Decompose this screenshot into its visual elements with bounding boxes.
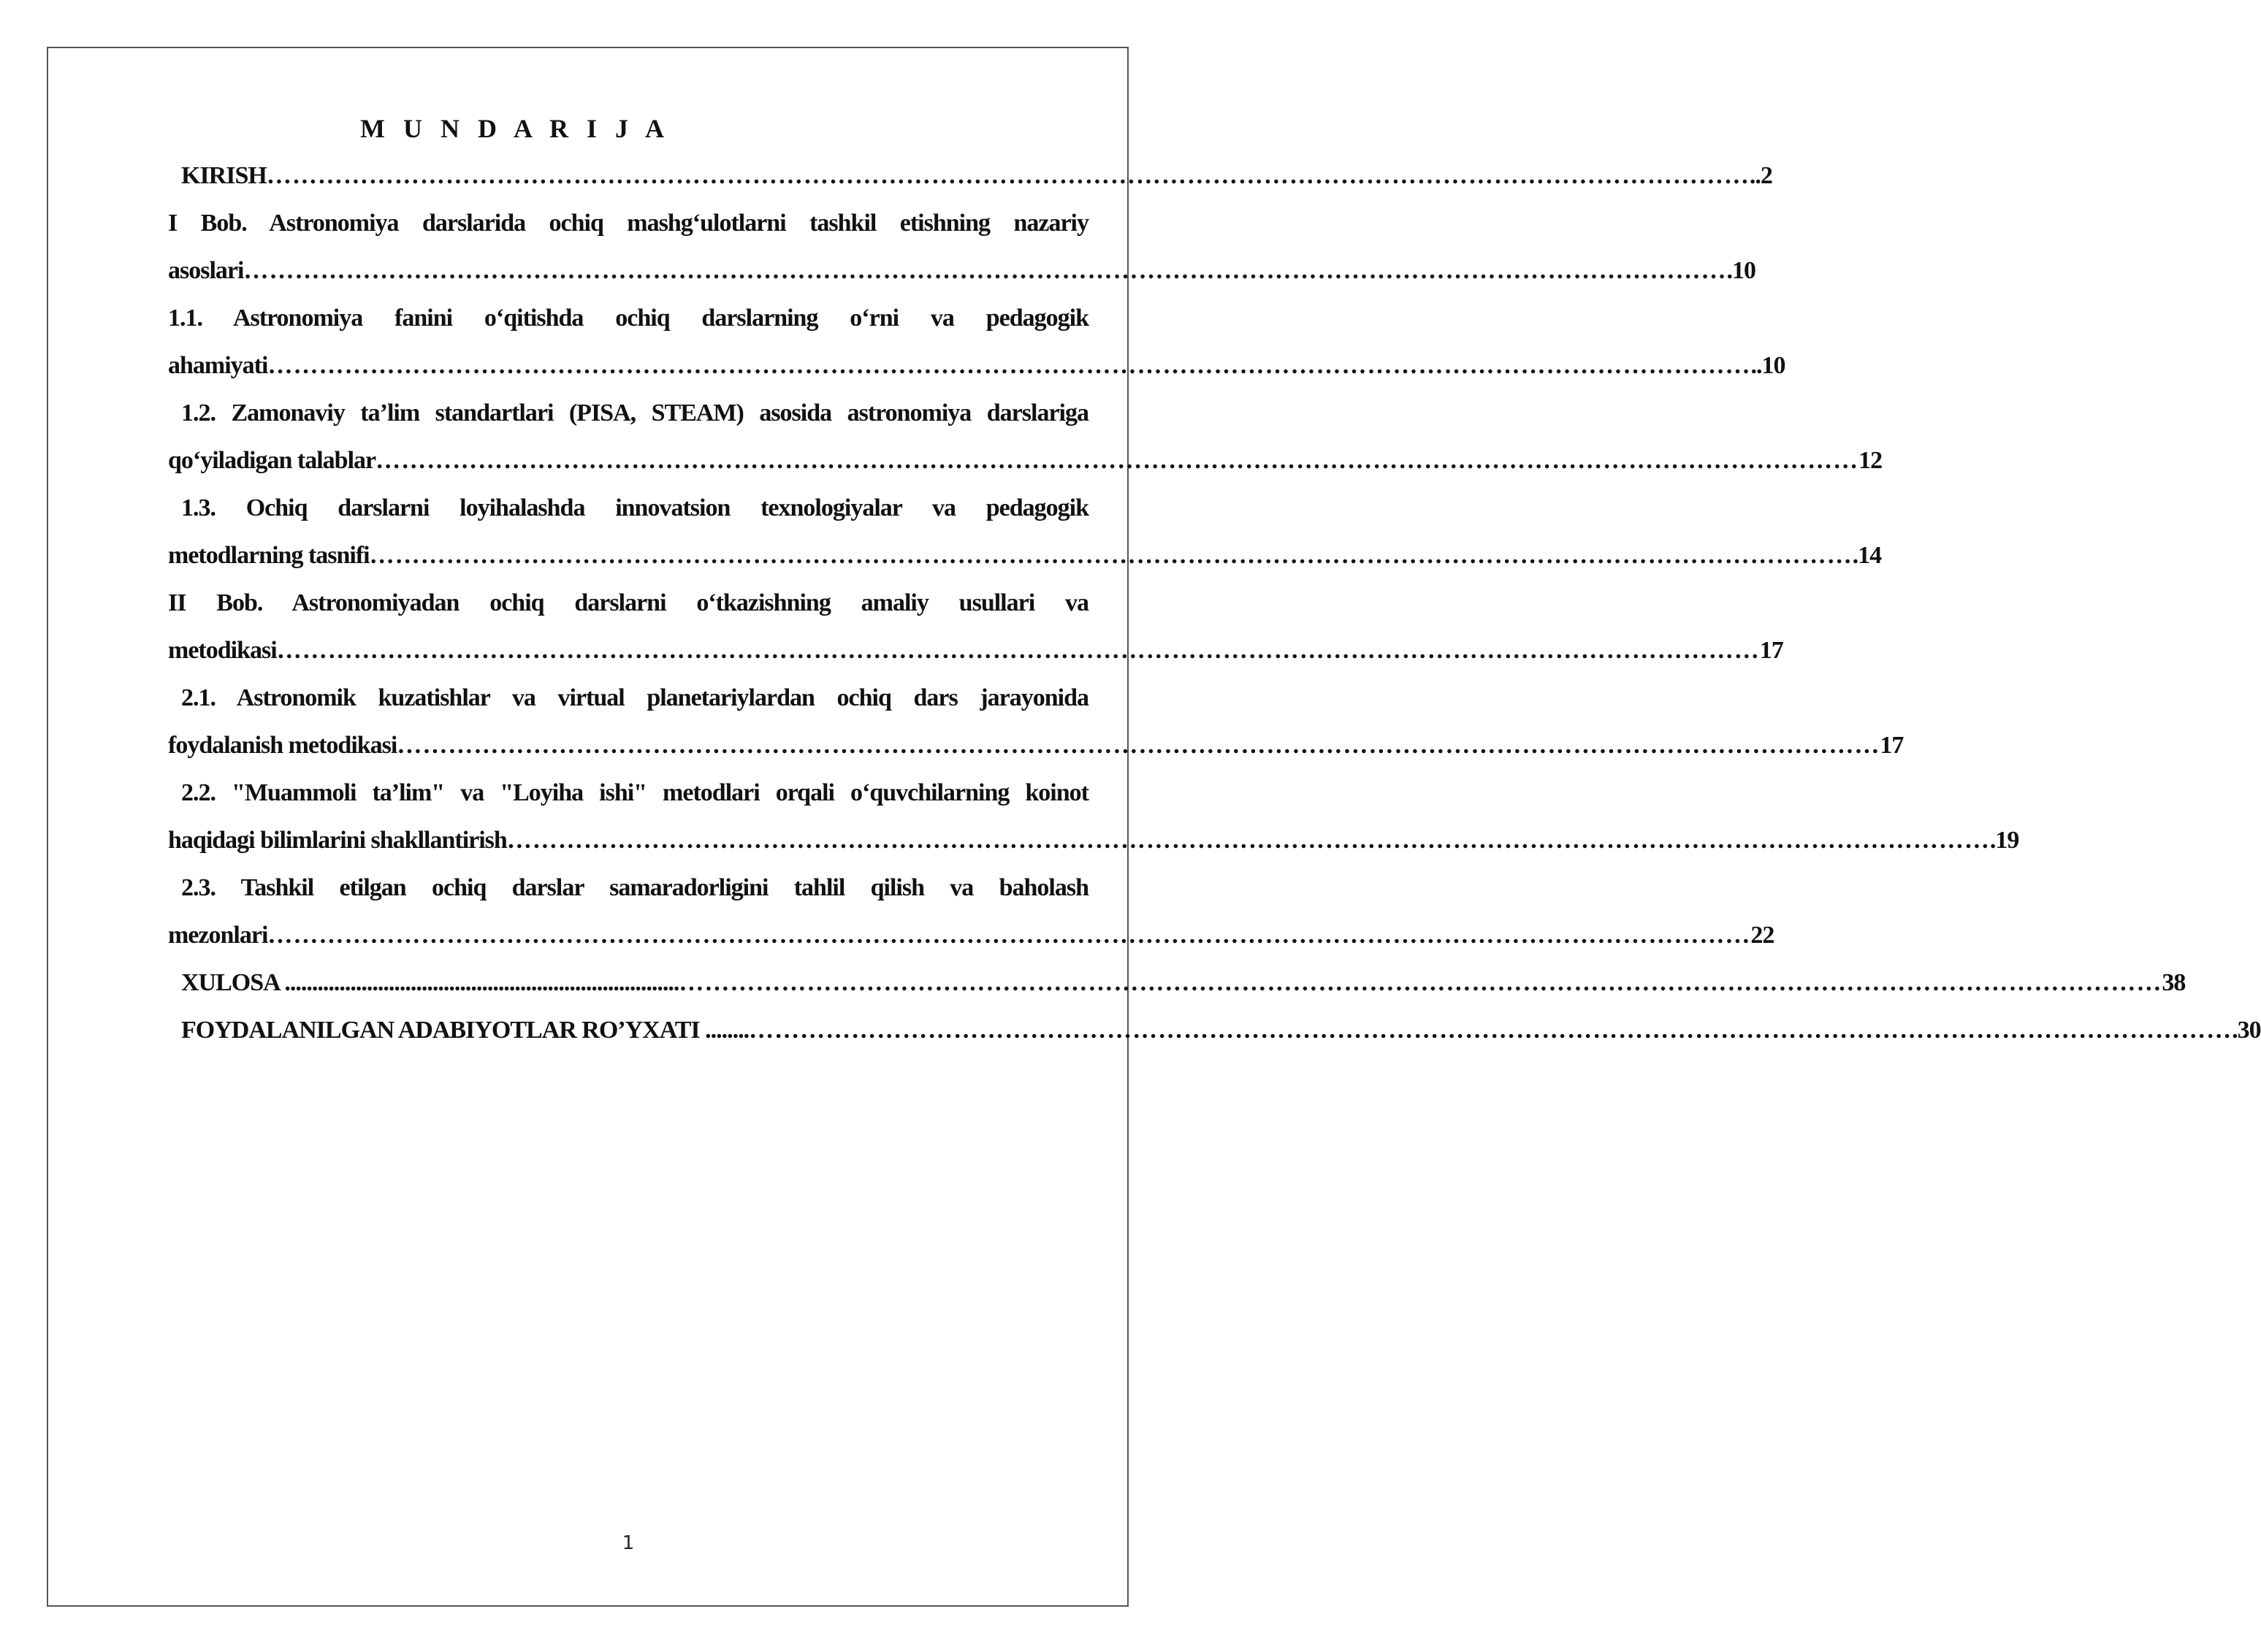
toc-entry-1-1[interactable] — [168, 342, 1785, 389]
toc-entry-2-1[interactable] — [168, 722, 1904, 769]
toc-entry-chapter-1[interactable] — [168, 247, 1755, 294]
toc-page-number: .19 — [1989, 827, 2019, 854]
toc-entry-text: foydalanish metodikasi — [168, 732, 397, 759]
toc-leader-dots: ………………………………………………………………………………………………………………………………………………………… — [267, 922, 1751, 949]
toc-page-number: 12 — [1858, 447, 1883, 474]
table-of-contents — [168, 110, 2261, 1054]
toc-page-number: ..10 — [1750, 352, 1785, 379]
toc-entry-1-3-line[interactable]: 1.3. Ochiq darslarni loyihalashda innovatsion texnologiyalar va pedagogik — [181, 494, 1088, 521]
toc-leader-dots: ………………………………………………………………………………………………………………………………………………………… — [506, 827, 1990, 854]
toc-entry-text: metodlarning tasnifi — [168, 542, 370, 569]
toc-leader-dots: ………………………………………………………………………………………………………………………………………………………… — [749, 1017, 2233, 1044]
toc-entry-text: qo‘yiladigan talablar — [168, 447, 376, 474]
toc-entry-xulosa[interactable] — [168, 959, 2186, 1006]
toc-leader-dots: ………………………………………………………………………………………………………………………………………………………… — [276, 637, 1760, 664]
toc-leader-dots: ………………………………………………………………………………………………………………………………………………………… — [375, 447, 1859, 474]
toc-entry-chapter-2-line[interactable]: II Bob. Astronomiyadan ochiq darslarni o‘tkazishning amaliy usullari va — [168, 589, 1088, 616]
toc-leader-dots: ………………………………………………………………………………………………………………………………………………………… — [243, 257, 1727, 284]
toc-entry-text: KIRISH — [181, 162, 267, 189]
toc-page-number: .10 — [1726, 257, 1755, 284]
toc-leader-dots: ………………………………………………………………………………………………………………………………………………………… — [369, 542, 1853, 569]
toc-page-number: 17 — [1880, 732, 1904, 759]
toc-page-number: 38 — [2162, 969, 2186, 996]
page-number: 1 — [622, 1532, 635, 1554]
toc-entry-text: XULOSA ........................................................................ — [181, 969, 679, 996]
toc-entry-2-3-line[interactable]: 2.3. Tashkil etilgan ochiq darslar samaradorligini tahlil qilish va baholash — [181, 874, 1088, 901]
toc-entry-text: FOYDALANILGAN ADABIYOTLAR RO’YXATI ........ — [181, 1017, 750, 1044]
toc-page-number: .14 — [1852, 542, 1882, 569]
toc-entry-kirish[interactable] — [168, 152, 1772, 199]
toc-leader-dots: ………………………………………………………………………………………………………………………………………………………… — [679, 969, 2162, 996]
toc-entry-text: ahamiyati — [168, 352, 268, 379]
toc-entry-1-3[interactable] — [168, 532, 1882, 579]
toc-entry-text: haqidagi bilimlarini shakllantirish — [168, 827, 507, 854]
toc-entry-text: asoslari — [168, 257, 244, 284]
toc-entry-chapter-1-line[interactable]: I Bob. Astronomiya darslarida ochiq mashg‘ulotlarni tashkil etishning nazariy — [168, 210, 1088, 237]
toc-entry-2-1-line[interactable]: 2.1. Astronomik kuzatishlar va virtual planetariylardan ochiq dars jarayonida — [181, 684, 1088, 711]
toc-leader-dots: ………………………………………………………………………………………………………………………………………………………… — [267, 352, 1751, 379]
toc-entry-2-2[interactable] — [168, 817, 2019, 864]
toc-leader-dots: ………………………………………………………………………………………………………………………………………………………… — [397, 732, 1880, 759]
toc-page-number: 22 — [1750, 922, 1774, 949]
toc-entry-text: mezonlari — [168, 922, 268, 949]
toc-leader-dots: ………………………………………………………………………………………………………………………………………………………… — [266, 162, 1750, 189]
toc-entry-2-3[interactable] — [168, 911, 1774, 959]
toc-entry-text: metodikasi — [168, 637, 277, 664]
toc-page-number: 17 — [1759, 637, 1783, 664]
toc-entry-references[interactable] — [168, 1006, 2261, 1054]
toc-entry-2-2-line[interactable]: 2.2. "Muammoli ta’lim" va "Loyiha ishi" metodlari orqali o‘quvchilarning koinot — [181, 779, 1088, 806]
toc-title: M U N D A R I J A — [360, 114, 671, 143]
toc-page-number: ..2 — [1749, 162, 1772, 189]
toc-entry-chapter-2[interactable] — [168, 627, 1783, 674]
toc-entry-1-2-line[interactable]: 1.2. Zamonaviy ta’lim standartlari (PISA, STEAM) asosida astronomiya darslariga — [181, 399, 1088, 427]
toc-entry-1-1-line[interactable]: 1.1. Astronomiya fanini o‘qitishda ochiq darslarning o‘rni va pedagogik — [168, 305, 1088, 332]
toc-page-number: .30 — [2232, 1017, 2261, 1044]
toc-entry-1-2[interactable] — [168, 437, 1883, 484]
